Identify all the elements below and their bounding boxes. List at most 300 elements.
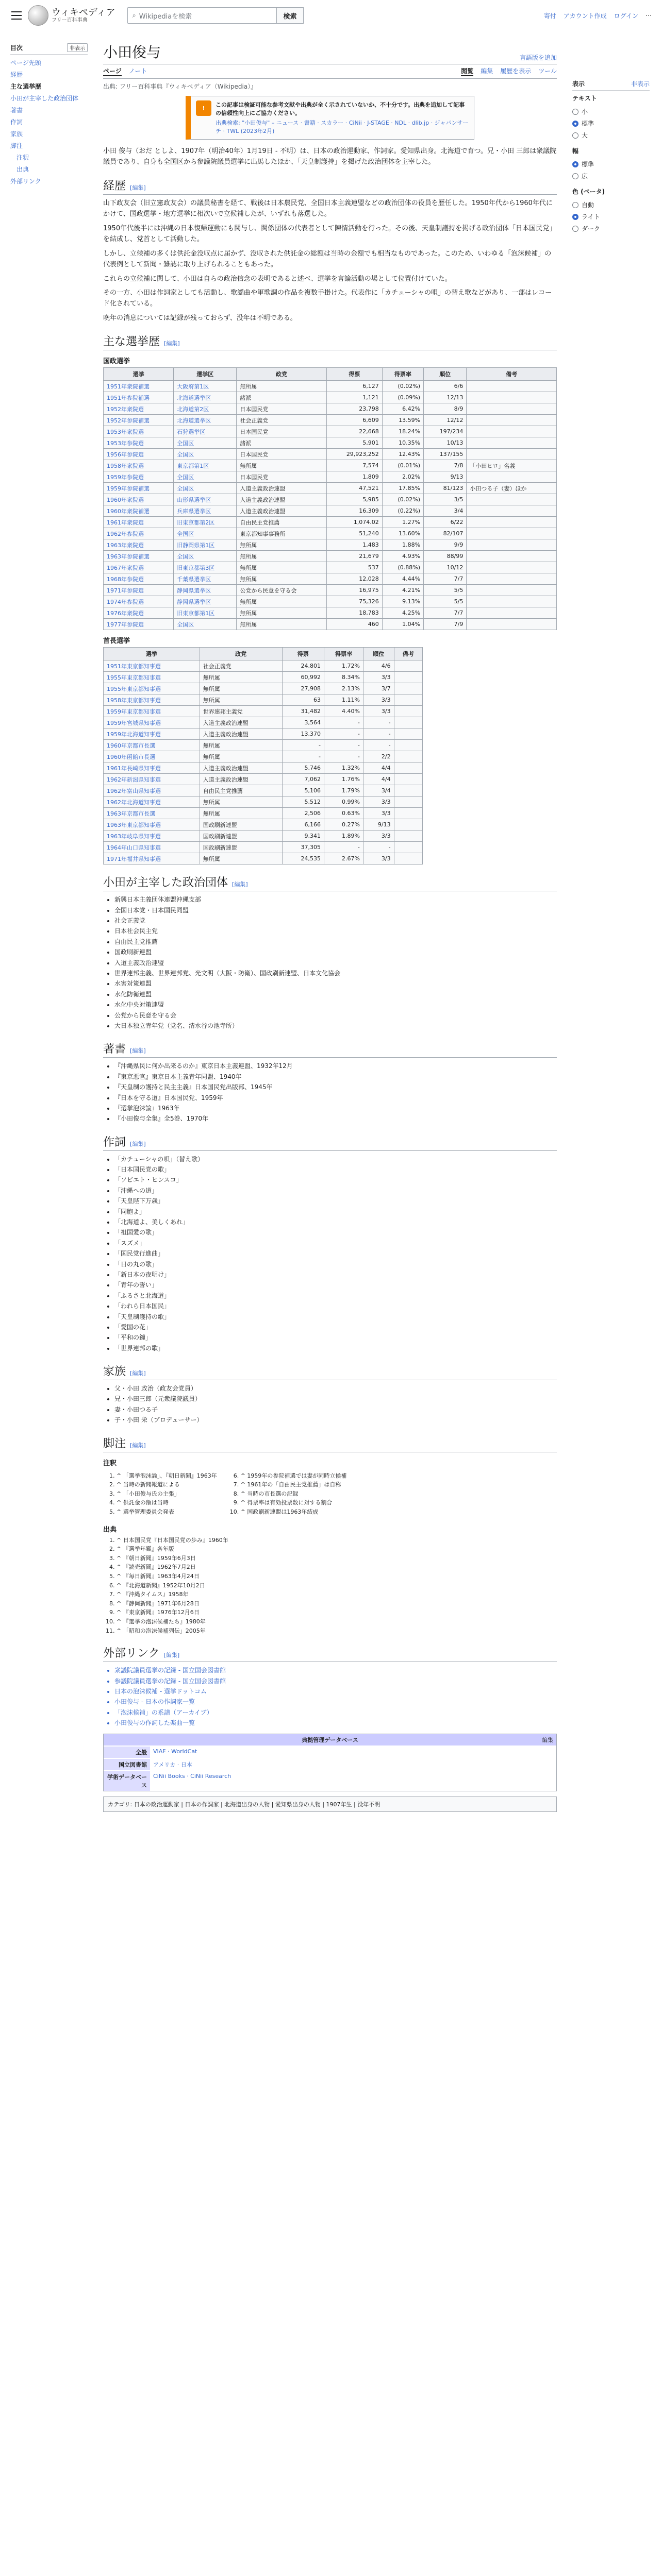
- group-item: • 全国日本党・日本国民同盟: [114, 905, 557, 916]
- table-cell: 無所属: [200, 751, 282, 762]
- table-row: [104, 494, 557, 505]
- table-cell[interactable]: 東京都第1区: [174, 460, 237, 471]
- table-cell[interactable]: 兵庫県選挙区: [174, 505, 237, 517]
- table-cell: 4.25%: [382, 607, 423, 619]
- table-cell: -: [363, 717, 394, 728]
- table-cell: 5,106: [282, 785, 324, 796]
- table-cell: [467, 596, 557, 607]
- table-cell[interactable]: 石狩選挙区: [174, 426, 237, 437]
- table-cell[interactable]: 1961年衆院選: [104, 517, 174, 528]
- table-cell[interactable]: 1963年東京都知事選: [104, 819, 200, 831]
- table-cell: 9/9: [424, 539, 467, 551]
- search-input[interactable]: [127, 7, 277, 24]
- toc-item[interactable]: 著書: [10, 107, 23, 114]
- table-header: 得票率: [324, 648, 363, 660]
- table-cell: (0.02%): [382, 494, 423, 505]
- lyric-item: • 「沖縄への道」: [114, 1185, 557, 1196]
- table-row: [104, 528, 557, 539]
- table-cell[interactable]: 1962年参院選: [104, 528, 174, 539]
- table-cell[interactable]: 静岡県選挙区: [174, 596, 237, 607]
- table-cell: [394, 683, 422, 694]
- table-cell: 国政刷新連盟: [200, 819, 282, 831]
- source-item: 3. ^ 『朝日新聞』1959年6月3日: [117, 1554, 557, 1563]
- table-row: [104, 842, 423, 853]
- table-row: [104, 774, 423, 785]
- table-cell: 0.27%: [324, 819, 363, 831]
- table-cell: 4/6: [363, 660, 394, 672]
- table-cell[interactable]: 1960年衆院選: [104, 494, 174, 505]
- table-cell: 入道主義政治連盟: [237, 483, 327, 494]
- globe-logo-icon: [28, 5, 48, 26]
- wordmark: ウィキペディア: [52, 7, 115, 18]
- table-cell: 無所属: [200, 740, 282, 751]
- table-cell: 6,127: [326, 381, 382, 392]
- table-cell[interactable]: 旧東京都第3区: [174, 562, 237, 573]
- section-title: 経歴: [103, 179, 126, 193]
- table-cell: 無所属: [200, 694, 282, 706]
- table-row: [104, 672, 423, 683]
- table-cell[interactable]: 1958年衆院選: [104, 460, 174, 471]
- table-cell[interactable]: 1956年参院選: [104, 449, 174, 460]
- table-cell[interactable]: 1962年新潟県知事選: [104, 774, 200, 785]
- table-cell: [394, 785, 422, 796]
- edit-section-link[interactable]: [編集]: [130, 184, 146, 191]
- table-header: 順位: [424, 368, 467, 381]
- table-cell: [394, 762, 422, 774]
- table-cell[interactable]: 1960年京都市長選: [104, 740, 200, 751]
- text-size-small[interactable]: 小: [572, 106, 650, 117]
- width-wide[interactable]: 広: [572, 170, 650, 182]
- table-cell: 無所属: [200, 853, 282, 865]
- appearance-title: 表示: [572, 80, 585, 88]
- table-cell: [394, 740, 422, 751]
- note-item: 5. ^ 選挙管理委員会発表: [117, 1507, 217, 1517]
- table-row: [104, 706, 423, 717]
- table-cell: 「小田ヒロ」名義: [467, 460, 557, 471]
- external-link[interactable]: • 小田俊与 - 日本の作詞家一覧: [114, 1697, 557, 1707]
- navbox-value[interactable]: VIAF · WorldCat: [150, 1747, 200, 1758]
- table-cell: 24,535: [282, 853, 324, 865]
- toc-item[interactable]: 小田が主宰した政治団体: [10, 95, 79, 102]
- table-cell[interactable]: 1952年衆院選: [104, 403, 174, 415]
- table-cell: 自由民主党推薦: [237, 517, 327, 528]
- lyric-item: • 「日本国民党の歌」: [114, 1164, 557, 1175]
- national-elections-table: [103, 367, 557, 630]
- group-item: • 水害対策連盟: [114, 978, 557, 989]
- table-cell: -: [282, 751, 324, 762]
- table-cell: (0.09%): [382, 392, 423, 403]
- table-cell[interactable]: 1961年長崎県知事選: [104, 762, 200, 774]
- table-cell: 6.42%: [382, 403, 423, 415]
- table-cell[interactable]: 1964年山口県知事選: [104, 842, 200, 853]
- table-cell[interactable]: 1960年函館市長選: [104, 751, 200, 762]
- table-cell: 無所属: [237, 551, 327, 562]
- header: [0, 0, 662, 31]
- toc-item[interactable]: 脚注: [10, 142, 23, 149]
- table-cell: 12/13: [424, 392, 467, 403]
- subsection-title: 首長選挙: [103, 637, 130, 646]
- table-cell: 自由民主党推薦: [200, 785, 282, 796]
- external-link[interactable]: • 日本の泡沫候補 - 選挙ドットコム: [114, 1686, 557, 1697]
- toc-hide-button[interactable]: 非表示: [67, 43, 88, 52]
- table-cell[interactable]: 1959年宮城県知事選: [104, 717, 200, 728]
- table-cell[interactable]: 1951年衆院補選: [104, 381, 174, 392]
- book-item: • 『天皇制の護持と民主主義』日本国民党出版部、1945年: [114, 1082, 557, 1092]
- group-item: • 日本社会民主党: [114, 926, 557, 936]
- table-cell: 無所属: [237, 562, 327, 573]
- table-cell[interactable]: 旧東京都第2区: [174, 517, 237, 528]
- career-paragraph: しかし、立候補の多くは供託金没収点に届かず、没収された供託金の総額は当時の金額でも相当なものであった。このため、いわゆる「泡沫候補」の代表例として新聞・雑誌に取り上げられることもあった。: [103, 249, 552, 269]
- main-menu-icon[interactable]: [10, 9, 23, 22]
- table-cell[interactable]: 旧東京都第1区: [174, 607, 237, 619]
- tab-talk[interactable]: ノート: [128, 67, 147, 75]
- table-cell: 3/3: [363, 796, 394, 808]
- donate-link[interactable]: 寄付: [543, 12, 556, 20]
- table-row: [104, 819, 423, 831]
- table-cell[interactable]: 全国区: [174, 449, 237, 460]
- table-cell[interactable]: 1967年衆院選: [104, 562, 174, 573]
- external-link[interactable]: • 小田俊与の作詞した楽曲一覧: [114, 1718, 557, 1728]
- table-cell[interactable]: 1955年東京都知事選: [104, 672, 200, 683]
- more-options-icon[interactable]: ⋯: [646, 12, 652, 19]
- book-item: • 『沖縄県民に何か出来るのか』東京日本主義連盟、1932年12月: [114, 1061, 557, 1071]
- table-cell[interactable]: 北海道第2区: [174, 403, 237, 415]
- table-cell: [394, 796, 422, 808]
- table-cell: [467, 437, 557, 449]
- table-cell: 10/13: [424, 437, 467, 449]
- table-cell: 4.40%: [324, 706, 363, 717]
- table-header: 選挙: [104, 648, 200, 660]
- edit-section-link[interactable]: [編集]: [130, 1047, 146, 1055]
- table-cell: 81/123: [424, 483, 467, 494]
- toc-item[interactable]: 作詞: [10, 118, 23, 126]
- table-cell: 公党から民意を守る会: [237, 585, 327, 596]
- width-standard[interactable]: 標準: [572, 158, 650, 170]
- category-links[interactable]: カテゴリ: 日本の政治運動家 | 日本の作詞家 | 北海道出身の人物 | 愛知県出身の人物 | 1907年生 | 没年不明: [103, 1797, 557, 1812]
- external-link[interactable]: • 衆議院議員選挙の記録 - 国立国会図書館: [114, 1665, 557, 1675]
- table-cell: 1.79%: [324, 785, 363, 796]
- navbox-key: 国立図書館: [104, 1759, 150, 1770]
- table-cell[interactable]: 1963年衆院選: [104, 539, 174, 551]
- table-cell[interactable]: 北海道選挙区: [174, 392, 237, 403]
- table-row: [104, 539, 557, 551]
- group-item: • 大日本独立青年党（党名、清水谷の池寺所）: [114, 1021, 557, 1031]
- source-item: 5. ^ 『毎日新聞』1963年4月24日: [117, 1572, 557, 1581]
- table-cell: 1.11%: [324, 694, 363, 706]
- table-cell: 諸派: [237, 437, 327, 449]
- table-cell[interactable]: 全国区: [174, 437, 237, 449]
- table-cell: [394, 751, 422, 762]
- table-cell[interactable]: 1953年参院選: [104, 437, 174, 449]
- table-cell: (0.22%): [382, 505, 423, 517]
- table-cell[interactable]: 1962年富山県知事選: [104, 785, 200, 796]
- table-cell[interactable]: 1958年東京都知事選: [104, 694, 200, 706]
- toc-item[interactable]: 経歴: [10, 71, 23, 78]
- table-cell: 9.13%: [382, 596, 423, 607]
- table-cell: 無所属: [237, 381, 327, 392]
- table-cell: 3,564: [282, 717, 324, 728]
- add-languages-link[interactable]: 言語版を追加: [519, 54, 557, 61]
- color-light[interactable]: ライト: [572, 211, 650, 223]
- search-placeholder: Wikipediaを検索: [139, 12, 192, 21]
- toc-item[interactable]: ページ先頭: [10, 59, 41, 66]
- table-header: 選挙: [104, 368, 174, 381]
- table-cell[interactable]: 1963年岐阜県知事選: [104, 831, 200, 842]
- table-cell[interactable]: 1959年参院選: [104, 471, 174, 483]
- table-cell: 無所属: [237, 607, 327, 619]
- table-cell: 1,809: [326, 471, 382, 483]
- table-cell: 社会正義党: [200, 660, 282, 672]
- tab-edit[interactable]: 編集: [481, 67, 493, 75]
- table-cell: [394, 831, 422, 842]
- table-row: [104, 517, 557, 528]
- search-button[interactable]: 検索: [276, 7, 303, 24]
- table-cell: 63: [282, 694, 324, 706]
- table-cell: 日本国民党: [237, 403, 327, 415]
- table-cell: 1,121: [326, 392, 382, 403]
- table-cell: [467, 426, 557, 437]
- table-cell: 1.72%: [324, 660, 363, 672]
- table-cell[interactable]: 1959年東京都知事選: [104, 706, 200, 717]
- table-cell: 75,326: [326, 596, 382, 607]
- appearance-hide[interactable]: 非表示: [631, 80, 650, 88]
- table-cell[interactable]: 1963年京都市長選: [104, 808, 200, 819]
- table-cell: 1,483: [326, 539, 382, 551]
- table-cell[interactable]: 1955年東京都知事選: [104, 683, 200, 694]
- lyric-item: • 「新日本の夜明け」: [114, 1269, 557, 1280]
- table-cell[interactable]: 1968年参院選: [104, 573, 174, 585]
- table-cell[interactable]: 全国区: [174, 528, 237, 539]
- table-row: [104, 728, 423, 740]
- table-cell: 7/9: [424, 619, 467, 630]
- table-cell: 10/12: [424, 562, 467, 573]
- table-cell[interactable]: 1974年参院選: [104, 596, 174, 607]
- table-row: [104, 460, 557, 471]
- table-cell: 4/4: [363, 762, 394, 774]
- table-cell: 入道主義政治連盟: [237, 494, 327, 505]
- table-cell[interactable]: 1971年福井県知事選: [104, 853, 200, 865]
- toc-item[interactable]: 家族: [10, 130, 23, 138]
- external-link[interactable]: • 「泡沫候補」の系譜（アーカイブ）: [114, 1707, 557, 1718]
- table-cell[interactable]: 1962年北海道知事選: [104, 796, 200, 808]
- login-link[interactable]: ログイン: [614, 12, 638, 20]
- table-cell: -: [363, 842, 394, 853]
- table-cell: 5,746: [282, 762, 324, 774]
- table-row: [104, 551, 557, 562]
- table-cell[interactable]: 1963年参院補選: [104, 551, 174, 562]
- section-title: 脚注: [103, 1437, 126, 1450]
- table-cell: 13.60%: [382, 528, 423, 539]
- table-header: 備考: [394, 648, 422, 660]
- subsection-title: 注釈: [103, 1459, 117, 1467]
- table-cell: 4/4: [363, 774, 394, 785]
- lyric-item: • 「ふるさと北海道」: [114, 1291, 557, 1301]
- table-cell[interactable]: 1971年参院選: [104, 585, 174, 596]
- table-cell[interactable]: 大阪府第1区: [174, 381, 237, 392]
- table-cell: -: [324, 717, 363, 728]
- table-cell: 0.63%: [324, 808, 363, 819]
- table-row: [104, 562, 557, 573]
- section-title: 著書: [103, 1043, 126, 1056]
- toc-subitem[interactable]: 出典: [16, 166, 29, 173]
- table-cell[interactable]: 全国区: [174, 483, 237, 494]
- table-cell[interactable]: 1960年衆院補選: [104, 505, 174, 517]
- source-item: 2. ^ 『選挙年鑑』各年版: [117, 1545, 557, 1554]
- table-cell: 4.44%: [382, 573, 423, 585]
- table-row: [104, 415, 557, 426]
- note-item: 8. ^ 当時の市長選の記録: [241, 1489, 347, 1499]
- table-cell: 無所属: [237, 573, 327, 585]
- table-cell[interactable]: 山形県選挙区: [174, 494, 237, 505]
- notes-list: [241, 1471, 347, 1517]
- toc-item[interactable]: 外部リンク: [10, 178, 41, 185]
- table-cell: 3/3: [363, 706, 394, 717]
- table-cell: [394, 706, 422, 717]
- book-item: • 『東京悪官』東京日本主義青年同盟、1940年: [114, 1072, 557, 1082]
- table-cell: 3/3: [363, 808, 394, 819]
- table-header: 政党: [237, 368, 327, 381]
- table-cell: [394, 717, 422, 728]
- edit-section-link[interactable]: [編集]: [130, 1442, 146, 1449]
- table-cell: 27,908: [282, 683, 324, 694]
- table-cell: [394, 808, 422, 819]
- lyric-item: • 「北海道よ、美しくあれ」: [114, 1217, 557, 1227]
- color-auto[interactable]: 自動: [572, 199, 650, 211]
- group-item: • 世界連邦主義、世界連邦党、光文明（大阪・防衛）、国政刷新連盟、日本文化協会: [114, 968, 557, 978]
- table-cell: [467, 517, 557, 528]
- from-wikipedia: 出典: フリー百科事典『ウィキペディア（Wikipedia）』: [103, 83, 257, 90]
- table-cell: -: [324, 740, 363, 751]
- table-cell: 29,923,252: [326, 449, 382, 460]
- table-cell[interactable]: 1952年参院補選: [104, 415, 174, 426]
- edit-section-link[interactable]: [編集]: [232, 881, 248, 888]
- table-row: [104, 740, 423, 751]
- table-cell: 無所属: [237, 460, 327, 471]
- table-row: [104, 831, 423, 842]
- table-cell: 国政刷新連盟: [200, 831, 282, 842]
- edit-section-link[interactable]: [編集]: [130, 1370, 146, 1377]
- table-row: [104, 392, 557, 403]
- table-cell: 3/3: [363, 672, 394, 683]
- table-cell: -: [363, 728, 394, 740]
- toc-item[interactable]: 主な選挙歴: [10, 83, 42, 90]
- subsection-title: 出典: [103, 1526, 117, 1534]
- table-cell: 88/99: [424, 551, 467, 562]
- tab-history[interactable]: 履歴を表示: [500, 67, 532, 75]
- table-cell: 無所属: [237, 619, 327, 630]
- table-cell: 無所属: [200, 672, 282, 683]
- external-link[interactable]: • 参議院議員選挙の記録 - 国立国会図書館: [114, 1676, 557, 1686]
- table-cell: [467, 551, 557, 562]
- navbox-value[interactable]: アメリカ · 日本: [150, 1759, 195, 1770]
- table-cell: [467, 381, 557, 392]
- table-cell[interactable]: 千葉県選挙区: [174, 573, 237, 585]
- table-cell: [467, 607, 557, 619]
- source-item: 7. ^ 『沖縄タイムス』1958年: [117, 1590, 557, 1599]
- table-cell[interactable]: 全国区: [174, 471, 237, 483]
- table-cell: 537: [326, 562, 382, 573]
- wikipedia-logo[interactable]: [28, 5, 115, 26]
- table-row: [104, 717, 423, 728]
- navbox-value[interactable]: CiNii Books · CiNii Research: [150, 1771, 234, 1791]
- notice-sub: 出典検索: "小田俊与" – ニュース · 書籍 · スカラー · CiNii · J-STAGE · NDL · dlib.jp · ジャパンサーチ · TWL (2023年2月): [216, 120, 469, 134]
- groups-list: [114, 894, 557, 1031]
- table-cell: -: [363, 740, 394, 751]
- color-dark[interactable]: ダーク: [572, 223, 650, 234]
- table-cell: 460: [326, 619, 382, 630]
- table-row: [104, 762, 423, 774]
- table-cell[interactable]: 全国区: [174, 619, 237, 630]
- book-item: • 『小田俊与全集』全5巻、1970年: [114, 1113, 557, 1124]
- authority-control-navbox: [103, 1734, 557, 1791]
- table-cell[interactable]: 全国区: [174, 551, 237, 562]
- table-cell[interactable]: 1976年衆院選: [104, 607, 174, 619]
- table-cell: 197/234: [424, 426, 467, 437]
- navbox-edit-link[interactable]: 編集: [542, 1736, 553, 1743]
- book-item: • 『日本を守る道』日本国民党、1959年: [114, 1093, 557, 1103]
- source-item: 9. ^ 『東京新聞』1976年12月6日: [117, 1608, 557, 1617]
- table-cell[interactable]: 静岡県選挙区: [174, 585, 237, 596]
- table-cell[interactable]: 1951年東京都知事選: [104, 660, 200, 672]
- table-cell[interactable]: 1951年参院補選: [104, 392, 174, 403]
- table-header: 得票: [326, 368, 382, 381]
- text-size-large[interactable]: 大: [572, 129, 650, 141]
- table-cell[interactable]: 北海道選挙区: [174, 415, 237, 426]
- table-row: [104, 683, 423, 694]
- text-size-standard[interactable]: 標準: [572, 117, 650, 129]
- table-cell: 12,028: [326, 573, 382, 585]
- table-cell: 社会正義党: [237, 415, 327, 426]
- table-row: [104, 381, 557, 392]
- table-cell: [467, 528, 557, 539]
- table-cell[interactable]: 1959年北海道知事選: [104, 728, 200, 740]
- tab-tools[interactable]: ツール: [538, 67, 557, 75]
- toc-subitem[interactable]: 注釈: [16, 154, 29, 161]
- table-cell[interactable]: 旧静岡県第1区: [174, 539, 237, 551]
- table-cell: 入道主義政治連盟: [200, 762, 282, 774]
- create-account-link[interactable]: アカウント作成: [563, 12, 607, 20]
- note-item: 6. ^ 1959年の参院補選では妻が同時立候補: [241, 1471, 347, 1481]
- table-cell: 23,798: [326, 403, 382, 415]
- edit-section-link[interactable]: [編集]: [130, 1140, 146, 1147]
- table-cell: 18.24%: [382, 426, 423, 437]
- section-title: 小田が主宰した政治団体: [103, 876, 228, 890]
- table-cell[interactable]: 1959年参院補選: [104, 483, 174, 494]
- table-cell: 37,305: [282, 842, 324, 853]
- table-cell: 2.02%: [382, 471, 423, 483]
- tab-read[interactable]: 閲覧: [461, 66, 473, 76]
- edit-section-link[interactable]: [編集]: [164, 340, 180, 347]
- table-cell: (0.01%): [382, 460, 423, 471]
- table-cell[interactable]: 1977年参院選: [104, 619, 174, 630]
- table-cell: 8.34%: [324, 672, 363, 683]
- table-cell: [467, 573, 557, 585]
- lyric-item: • 「ソビエト・ヒンスコ」: [114, 1175, 557, 1185]
- table-cell: 無所属: [237, 539, 327, 551]
- table-cell: 3/7: [363, 683, 394, 694]
- search-icon: ⌕: [132, 11, 136, 20]
- intro-paragraph: 小田 俊与（おだ としよ、1907年（明治40年）1月19日 - 不明）は、日本の政治運動家、作詞家。愛知県出身。北海道で育つ。兄・小田 三郎は衆議院議員であり、自身も全国区から参議院議員選挙に出馬したほか、「天皇制護持」を掲げた政治団体を主宰した。: [103, 147, 557, 166]
- table-cell: 入道主義政治連盟: [200, 728, 282, 740]
- table-cell: 1.32%: [324, 762, 363, 774]
- edit-section-link[interactable]: [編集]: [163, 1652, 180, 1659]
- tab-page[interactable]: ページ: [103, 66, 122, 76]
- table-header: 政党: [200, 648, 282, 660]
- table-cell: [394, 728, 422, 740]
- table-cell: 13.59%: [382, 415, 423, 426]
- table-cell[interactable]: 1953年衆院選: [104, 426, 174, 437]
- table-cell: 日本国民党: [237, 426, 327, 437]
